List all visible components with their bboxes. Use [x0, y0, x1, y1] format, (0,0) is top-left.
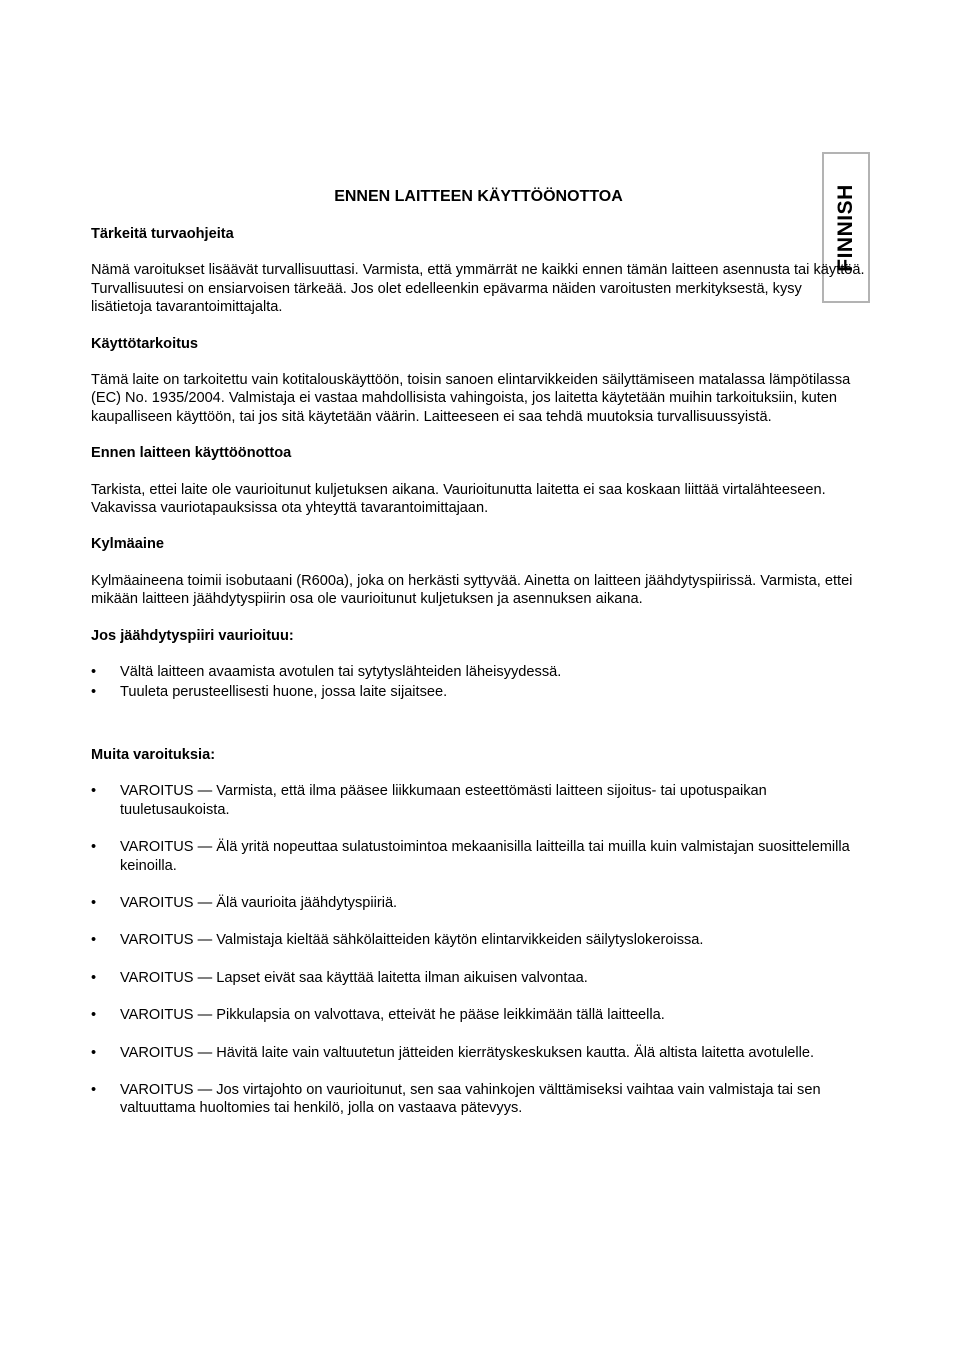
damaged-circuit-list	[91, 663, 866, 701]
warnings-list	[91, 782, 866, 1117]
list-item: • Tuuleta perusteellisesti huone, jossa laite sijaitsee.	[91, 683, 866, 701]
section-heading-other-warnings: Muita varoituksia:	[91, 746, 216, 763]
list-item: • VAROITUS — Varmista, että ilma pääsee liikkumaan esteettömästi laitteen sijoitus- tai upotuspaikan tuuletusaukoista.	[91, 782, 866, 819]
section-heading-purpose: Käyttötarkoitus	[91, 335, 199, 352]
section-heading-refrigerant: Kylmäaine	[91, 536, 165, 553]
section-text-before-use: Tarkista, ettei laite ole vaurioitunut kuljetuksen aikana. Vaurioitunutta laitetta ei saa koskaan liittää virtalähteeseen. Vakavissa vauriotapauksissa ota yhteyttä tavarantoimittajaan.	[91, 481, 826, 517]
list-item: • VAROITUS — Pikkulapsia on valvottava, etteivät he pääse leikkimään tällä laitteella.	[91, 1006, 866, 1024]
list-item: • VAROITUS — Lapset eivät saa käyttää laitetta ilman aikuisen valvontaa.	[91, 969, 866, 987]
page-title: ENNEN LAITTEEN KÄYTTÖÖNOTTOA	[334, 188, 623, 205]
section-text-safety: Nämä varoitukset lisäävät turvallisuuttasi. Varmista, että ymmärrät ne kaikki ennen tämän laitteen asennusta tai käyttöä. Turvallisuutesi on ensiarvoisen tärkeää. Jos olet edelleenkin epävarma näiden varoitusten merkityksestä, kysy lisätietoja tavarantoimittajalta.	[91, 262, 865, 316]
list-item: • VAROITUS — Älä vaurioita jäähdytyspiiriä.	[91, 894, 866, 912]
list-item: • VAROITUS — Älä yritä nopeuttaa sulatustoimintoa mekaanisilla laitteilla tai muilla kuin valmistajan suosittelemilla keinoilla.	[91, 838, 866, 875]
section-heading-safety: Tärkeitä turvaohjeita	[91, 226, 234, 242]
section-text-refrigerant: Kylmäaineena toimii isobutaani (R600a), joka on herkästi syttyvää. Ainetta on laitteen jäähdytyspiirissä. Varmista, ettei mikään laitteen jäähdytyspiirin osa ole vaurioitunut kuljetuksen ja asennuksen aikana.	[91, 572, 853, 608]
list-item: • VAROITUS — Hävitä laite vain valtuutetun jätteiden kierrätyskeskuksen kautta. Älä altista laitetta avotulelle.	[91, 1044, 866, 1062]
section-text-purpose: Tämä laite on tarkoitettu vain kotitalouskäyttöön, toisin sanoen elintarvikkeiden säilyttämiseen matalassa lämpötilassa (EC) No. 1935/2004. Valmistaja ei vastaa mahdollisista vahingoista, jos laitetta käytetään muihin tarkoituksiin, kuten kaupalliseen käyttöön, tai jos sitä käytetään väärin. Laitteeseen ei saa tehdä muutoksia turvallisuussyistä.	[91, 372, 851, 425]
section-heading-damaged-circuit: Jos jäähdytyspiiri vaurioituu:	[91, 627, 294, 644]
list-item: • VAROITUS — Valmistaja kieltää sähkölaitteiden käytön elintarvikkeiden säilytyslokeroissa.	[91, 931, 866, 949]
list-item: • VAROITUS — Jos virtajohto on vaurioitunut, sen saa vahinkojen välttämiseksi vaihtaa vain valmistaja tai sen valtuuttama huoltomies tai henkilö, jolla on vastaava pätevyys.	[91, 1081, 866, 1118]
section-heading-before-use: Ennen laitteen käyttöönottoa	[91, 445, 292, 462]
language-tab-label: FINNISH	[834, 183, 857, 272]
document-body	[91, 187, 866, 1137]
list-item: • Vältä laitteen avaamista avotulen tai sytytyslähteiden läheisyydessä.	[91, 663, 866, 681]
